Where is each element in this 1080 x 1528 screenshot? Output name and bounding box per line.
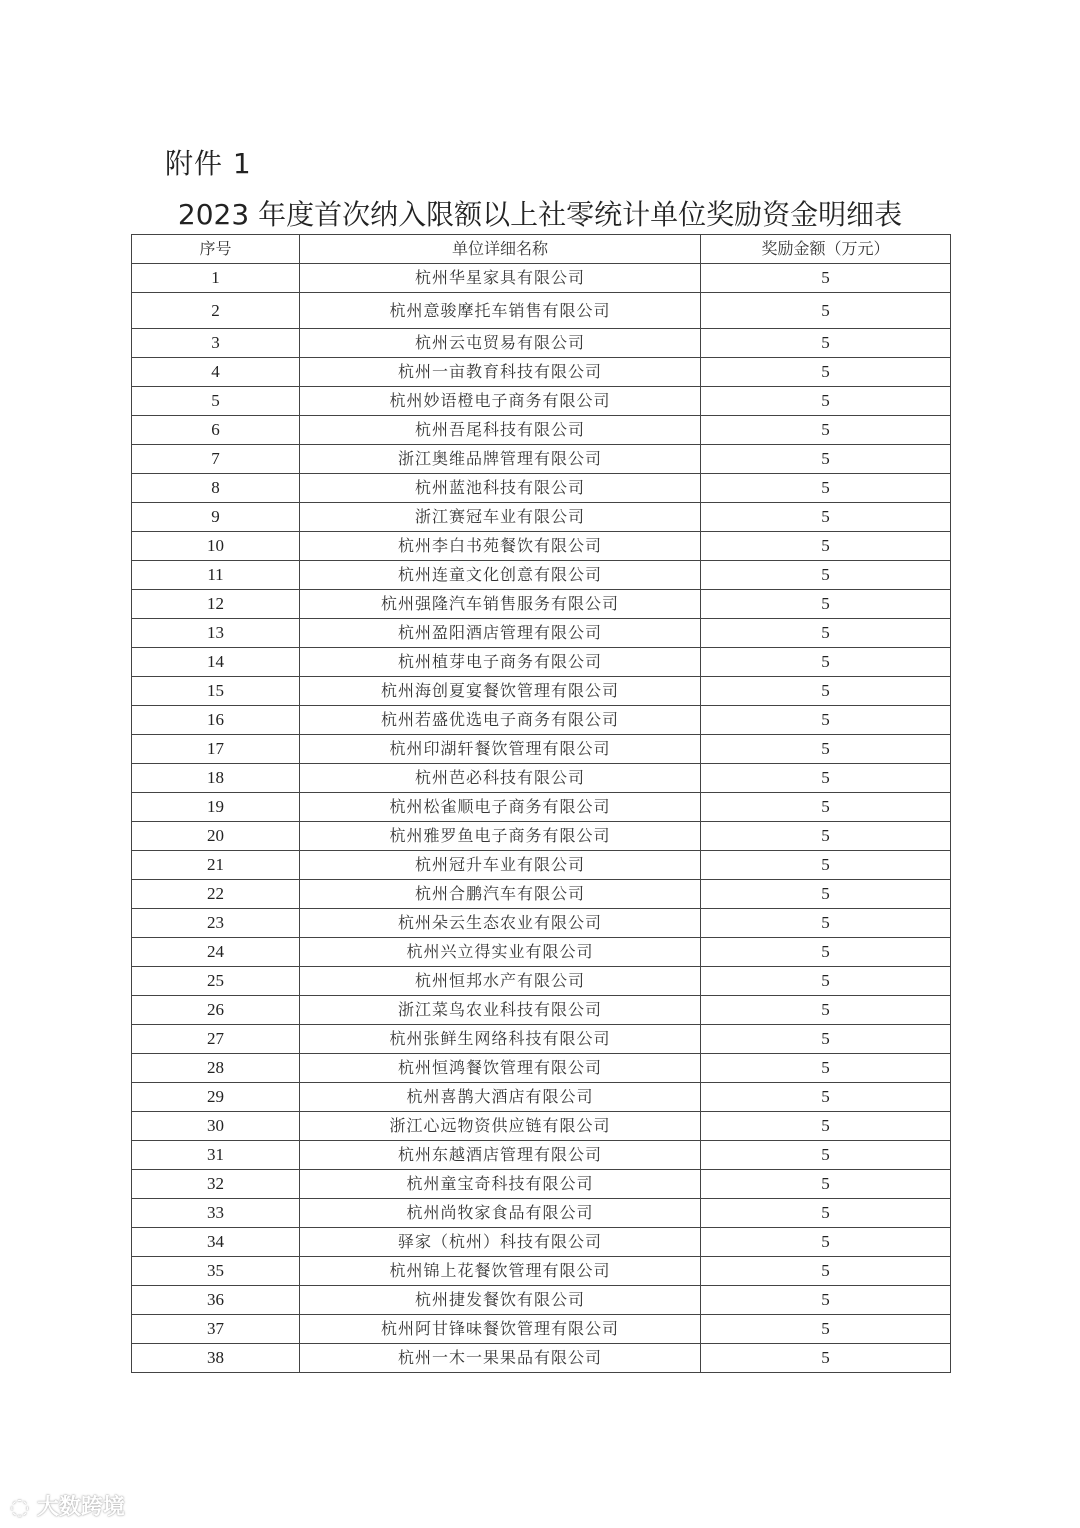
award-amount: 5	[701, 445, 951, 474]
table-row	[132, 677, 951, 706]
company-name: 杭州合鹏汽车有限公司	[300, 880, 701, 909]
row-index: 35	[132, 1257, 300, 1286]
award-amount: 5	[701, 532, 951, 561]
company-name: 浙江奥维品牌管理有限公司	[300, 445, 701, 474]
table-row	[132, 619, 951, 648]
table-row	[132, 387, 951, 416]
award-amount: 5	[701, 996, 951, 1025]
row-index: 5	[132, 387, 300, 416]
row-index: 8	[132, 474, 300, 503]
company-name: 杭州华星家具有限公司	[300, 264, 701, 293]
table-row	[132, 445, 951, 474]
row-index: 12	[132, 590, 300, 619]
company-name: 浙江菜鸟农业科技有限公司	[300, 996, 701, 1025]
company-name: 杭州捷发餐饮有限公司	[300, 1286, 701, 1315]
table-row	[132, 474, 951, 503]
company-name: 杭州兴立得实业有限公司	[300, 938, 701, 967]
company-name: 浙江赛冠车业有限公司	[300, 503, 701, 532]
header-company-name: 单位详细名称	[300, 235, 701, 264]
table-row	[132, 1170, 951, 1199]
table-row	[132, 1199, 951, 1228]
table-row	[132, 967, 951, 996]
row-index: 18	[132, 764, 300, 793]
award-amount: 5	[701, 938, 951, 967]
award-amount: 5	[701, 358, 951, 387]
table-row	[132, 1315, 951, 1344]
company-name: 杭州尚牧家食品有限公司	[300, 1199, 701, 1228]
award-amount: 5	[701, 648, 951, 677]
award-amount: 5	[701, 329, 951, 358]
company-name: 杭州盈阳酒店管理有限公司	[300, 619, 701, 648]
table-row	[132, 1112, 951, 1141]
award-amount: 5	[701, 909, 951, 938]
award-amount: 5	[701, 851, 951, 880]
row-index: 17	[132, 735, 300, 764]
row-index: 36	[132, 1286, 300, 1315]
row-index: 9	[132, 503, 300, 532]
row-index: 10	[132, 532, 300, 561]
award-amount: 5	[701, 880, 951, 909]
table-row	[132, 532, 951, 561]
table-row	[132, 938, 951, 967]
company-name: 杭州云屯贸易有限公司	[300, 329, 701, 358]
row-index: 4	[132, 358, 300, 387]
award-amount: 5	[701, 561, 951, 590]
table-row	[132, 996, 951, 1025]
company-name: 杭州妙语橙电子商务有限公司	[300, 387, 701, 416]
award-amount: 5	[701, 590, 951, 619]
company-name: 杭州雅罗鱼电子商务有限公司	[300, 822, 701, 851]
table-row	[132, 264, 951, 293]
company-name: 杭州植芽电子商务有限公司	[300, 648, 701, 677]
company-name: 杭州张鲜生网络科技有限公司	[300, 1025, 701, 1054]
company-name: 杭州童宝奇科技有限公司	[300, 1170, 701, 1199]
header-award-amount: 奖励金额（万元）	[701, 235, 951, 264]
row-index: 3	[132, 329, 300, 358]
award-amount: 5	[701, 1257, 951, 1286]
row-index: 19	[132, 793, 300, 822]
award-amount: 5	[701, 735, 951, 764]
row-index: 33	[132, 1199, 300, 1228]
award-amount: 5	[701, 1315, 951, 1344]
row-index: 32	[132, 1170, 300, 1199]
row-index: 14	[132, 648, 300, 677]
row-index: 13	[132, 619, 300, 648]
row-index: 25	[132, 967, 300, 996]
company-name: 杭州海创夏宴餐饮管理有限公司	[300, 677, 701, 706]
row-index: 29	[132, 1083, 300, 1112]
table-row	[132, 1344, 951, 1373]
award-amount: 5	[701, 1286, 951, 1315]
row-index: 27	[132, 1025, 300, 1054]
company-name: 驿家（杭州）科技有限公司	[300, 1228, 701, 1257]
table-row	[132, 909, 951, 938]
attachment-label: 附件 1	[165, 147, 252, 180]
award-amount: 5	[701, 706, 951, 735]
watermark-text: 大数跨境	[36, 1495, 125, 1520]
company-name: 杭州朵云生态农业有限公司	[300, 909, 701, 938]
row-index: 7	[132, 445, 300, 474]
company-name: 杭州恒邦水产有限公司	[300, 967, 701, 996]
row-index: 2	[132, 293, 300, 329]
award-amount: 5	[701, 1112, 951, 1141]
row-index: 15	[132, 677, 300, 706]
award-amount: 5	[701, 619, 951, 648]
table-row	[132, 416, 951, 445]
company-name: 杭州东越酒店管理有限公司	[300, 1141, 701, 1170]
award-amount: 5	[701, 967, 951, 996]
company-name: 杭州连童文化创意有限公司	[300, 561, 701, 590]
award-amount: 5	[701, 677, 951, 706]
company-name: 杭州强隆汽车销售服务有限公司	[300, 590, 701, 619]
company-name: 杭州喜鹊大酒店有限公司	[300, 1083, 701, 1112]
table-row	[132, 706, 951, 735]
table-row	[132, 561, 951, 590]
table-row	[132, 1286, 951, 1315]
award-amount: 5	[701, 474, 951, 503]
company-name: 杭州一亩教育科技有限公司	[300, 358, 701, 387]
company-name: 杭州芭必科技有限公司	[300, 764, 701, 793]
table-row	[132, 648, 951, 677]
table-row	[132, 1141, 951, 1170]
table-row	[132, 1228, 951, 1257]
award-amount: 5	[701, 1170, 951, 1199]
award-amount: 5	[701, 1025, 951, 1054]
company-name: 杭州松雀顺电子商务有限公司	[300, 793, 701, 822]
table-row	[132, 793, 951, 822]
award-amount: 5	[701, 1344, 951, 1373]
company-name: 杭州印湖轩餐饮管理有限公司	[300, 735, 701, 764]
watermark-logo: ◌ 大数跨境	[10, 1495, 125, 1520]
row-index: 1	[132, 264, 300, 293]
row-index: 11	[132, 561, 300, 590]
company-name: 杭州阿甘锋味餐饮管理有限公司	[300, 1315, 701, 1344]
award-amount: 5	[701, 1228, 951, 1257]
row-index: 6	[132, 416, 300, 445]
company-name: 杭州意骏摩托车销售有限公司	[300, 293, 701, 329]
company-name: 杭州冠升车业有限公司	[300, 851, 701, 880]
row-index: 37	[132, 1315, 300, 1344]
award-amount: 5	[701, 416, 951, 445]
table-header-row	[132, 235, 951, 264]
award-amount: 5	[701, 1054, 951, 1083]
award-amount: 5	[701, 822, 951, 851]
company-name: 杭州若盛优选电子商务有限公司	[300, 706, 701, 735]
table-row	[132, 880, 951, 909]
row-index: 16	[132, 706, 300, 735]
table-row	[132, 329, 951, 358]
company-name: 杭州李白书苑餐饮有限公司	[300, 532, 701, 561]
table-row	[132, 1257, 951, 1286]
award-amount: 5	[701, 387, 951, 416]
company-name: 杭州恒鸿餐饮管理有限公司	[300, 1054, 701, 1083]
award-amount: 5	[701, 793, 951, 822]
row-index: 31	[132, 1141, 300, 1170]
table-row	[132, 822, 951, 851]
table-row	[132, 764, 951, 793]
row-index: 30	[132, 1112, 300, 1141]
row-index: 34	[132, 1228, 300, 1257]
company-name: 杭州锦上花餐饮管理有限公司	[300, 1257, 701, 1286]
award-amount: 5	[701, 1199, 951, 1228]
award-amount: 5	[701, 764, 951, 793]
company-name: 杭州蓝池科技有限公司	[300, 474, 701, 503]
award-amount: 5	[701, 1141, 951, 1170]
row-index: 21	[132, 851, 300, 880]
table-row	[132, 1083, 951, 1112]
row-index: 22	[132, 880, 300, 909]
table-row	[132, 503, 951, 532]
award-amount: 5	[701, 293, 951, 329]
award-amount: 5	[701, 264, 951, 293]
row-index: 24	[132, 938, 300, 967]
table-row	[132, 1054, 951, 1083]
table-row	[132, 358, 951, 387]
row-index: 28	[132, 1054, 300, 1083]
company-name: 浙江心远物资供应链有限公司	[300, 1112, 701, 1141]
header-index: 序号	[132, 235, 300, 264]
award-amount: 5	[701, 503, 951, 532]
row-index: 38	[132, 1344, 300, 1373]
row-index: 23	[132, 909, 300, 938]
company-name: 杭州一木一果果品有限公司	[300, 1344, 701, 1373]
document-title: 2023 年度首次纳入限额以上社零统计单位奖励资金明细表	[177, 198, 903, 231]
award-amount: 5	[701, 1083, 951, 1112]
row-index: 20	[132, 822, 300, 851]
table-row	[132, 851, 951, 880]
row-index: 26	[132, 996, 300, 1025]
table-row	[132, 735, 951, 764]
table-row	[132, 1025, 951, 1054]
table-row	[132, 293, 951, 329]
company-name: 杭州吾尾科技有限公司	[300, 416, 701, 445]
award-table	[131, 234, 951, 1373]
table-row	[132, 590, 951, 619]
